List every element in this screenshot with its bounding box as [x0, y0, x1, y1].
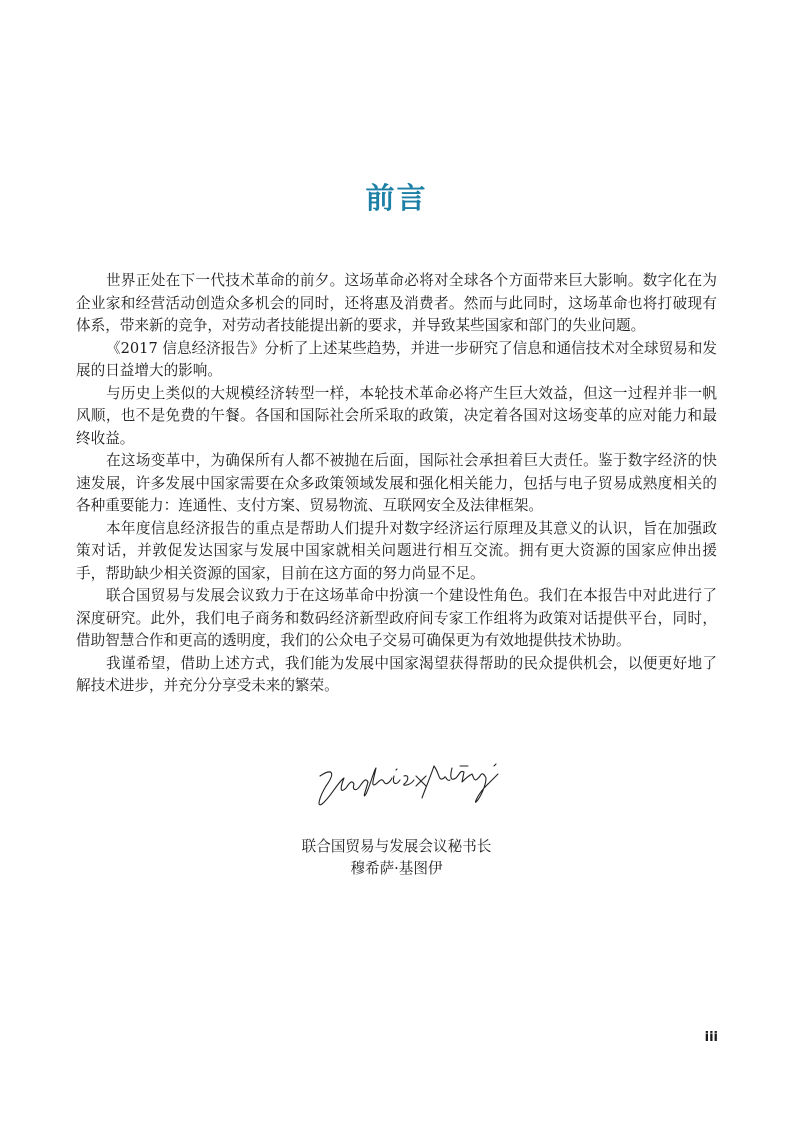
- paragraph-2: 《2017 信息经济报告》分析了上述某些趋势，并进一步研究了信息和通信技术对全球贸易和发展的日益增大的影响。: [76, 339, 717, 379]
- paragraph-5: 本年度信息经济报告的重点是帮助人们提升对数字经济运行原理及其意义的认识，旨在加强政策对话，并敦促发达国家与发展中国家就相关问题进行相互交流。拥有更大资源的国家应伸出援手，帮助缺少相关资源的国家，目前在这方面的努力尚显不足。: [76, 519, 717, 582]
- page-number: iii: [704, 1030, 718, 1045]
- signature-graphic: [310, 752, 520, 814]
- paragraph-6: 联合国贸易与发展会议致力于在这场革命中扮演一个建设性角色。我们在本报告中对此进行了深度研究。此外，我们电子商务和数码经济新型政府间专家工作组将为政策对话提供平台，同时，借助智慧合作和更高的透明度，我们的公众电子交易可确保更为有效地提供技术协助。: [76, 587, 717, 649]
- paragraph-1: 世界正处在下一代技术革命的前夕。这场革命必将对全球各个方面带来巨大影响。数字化在为企业家和经营活动创造众多机会的同时，还将惠及消费者。然而与此同时，这场革命也将打破现有体系，带来新的竞争，对劳动者技能提出新的要求，并导致某些国家和部门的失业问题。: [76, 272, 717, 334]
- paragraph-3: 与历史上类似的大规模经济转型一样，本轮技术革命必将产生巨大效益，但这一过程并非一帆风顺，也不是免费的午餐。各国和国际社会所采取的政策，决定着各国对这场变革的应对能力和最终收益。: [76, 384, 717, 447]
- signature-block: [0, 836, 793, 880]
- paragraph-7: 我谨希望，借助上述方式，我们能为发展中国家渴望获得帮助的民众提供机会，以便更好地了解技术进步，并充分分享受未来的繁荣。: [76, 654, 717, 694]
- signatory-title: 联合国贸易与发展会议秘书长: [301, 838, 492, 855]
- signatory-name: 穆希萨·基图伊: [350, 860, 443, 877]
- paragraph-4: 在这场变革中，为确保所有人都不被抛在后面，国际社会承担着巨大责任。鉴于数字经济的快速发展，许多发展中国家需要在众多政策领域发展和强化相关能力，包括与电子贸易成熟度相关的各种重要能力：连通性、支付方案、贸易物流、互联网安全及法律框架。: [76, 452, 717, 514]
- page-title: 前言: [365, 181, 428, 215]
- body-text: [76, 270, 717, 698]
- handwritten-signature: [310, 752, 520, 814]
